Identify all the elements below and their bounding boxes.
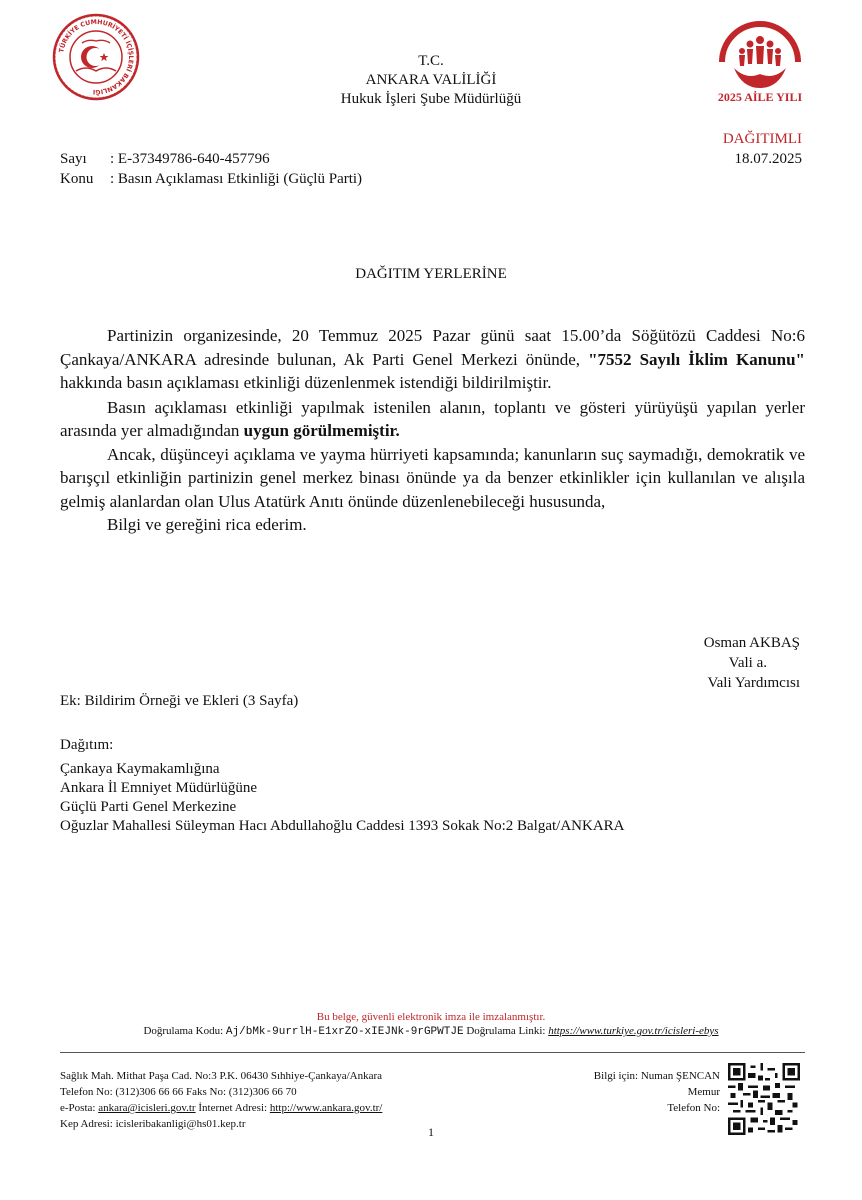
footer-web-link[interactable]: http://www.ankara.gov.tr/ (269, 1102, 383, 1114)
distribution-label: Dağıtım: (60, 737, 114, 753)
distribution-item: Çankaya Kaymakamlığına (60, 761, 220, 777)
footer-kep: Kep Adresi: icisleribakanligi@hs01.kep.tr (60, 1118, 246, 1130)
footer-info-contact: Bilgi için: Numan ŞENCAN (593, 1070, 720, 1082)
esign-note: Bu belge, güvenli elektronik imza ile imzalanmıştır. (316, 1011, 546, 1023)
distribution-list (60, 760, 625, 836)
page-number: 1 (428, 1125, 434, 1139)
footer-info-phone: Telefon No: (667, 1102, 720, 1114)
paragraph-1-bold: "7552 Sayılı İklim Kanunu" (588, 349, 805, 369)
letterhead (0, 52, 862, 109)
footer-contact (60, 1068, 382, 1132)
footer-info (560, 1068, 720, 1116)
letterhead-line-governorship: ANKARA VALİLİĞİ (365, 72, 497, 88)
paragraph-4: Bilgi ve gereğini rica ederim. (107, 515, 307, 534)
ministry-ring-text: TÜRKİYE CUMHURİYETİ İÇİŞLERİ BAKANLIĞI (58, 18, 135, 96)
signer-on-behalf: Vali a. (728, 655, 767, 671)
verification-code: Aj/bMk-9urrlH-E1xrZO-xIEJNk-9rGPWTJE (225, 1026, 464, 1038)
konu-value: : Basın Açıklaması Etkinliği (Güçlü Parti) (110, 171, 363, 187)
signer-name: Osman AKBAŞ (703, 635, 800, 651)
paragraph-2 (60, 396, 805, 443)
konu-label: Konu (60, 171, 94, 187)
verification-link[interactable]: https://www.turkiye.gov.tr/icisleri-ebys (548, 1025, 719, 1037)
konu-row (60, 171, 362, 188)
paragraph-2-bold: uygun görülmemiştir. (243, 421, 400, 440)
distribution-item: Oğuzlar Mahallesi Süleyman Hacı Abdullahoğlu Caddesi 1393 Sokak No:2 Balgat/ANKARA (60, 818, 625, 834)
signer-title: Vali Yardımcısı (707, 675, 800, 691)
footer-email-link[interactable]: ankara@icisleri.gov.tr (98, 1102, 196, 1114)
family-year-caption: 2025 AİLE YILI (717, 90, 803, 104)
footer-web-label: İnternet Adresi: (198, 1102, 268, 1114)
paragraph-1 (60, 324, 805, 395)
distribution-item: Ankara İl Emniyet Müdürlüğüne (60, 780, 258, 796)
paragraph-3: Ancak, düşünceyi açıklama ve yayma hürriyeti kapsamında; kanunların suç saymadığı, demokratik ve barışçıl etkinliğin partinizin genel merkez binası önünde ya da benzer etkinlikler için kullanılan ve alışıla gelmiş alanlardan olan Ulus Atatürk Anıtı önünde düzenlenebileceği hususunda, (60, 444, 805, 511)
letter-body (60, 324, 805, 537)
paragraph-1-text-a: Partinizin organizesinde, 20 Temmuz 2025 Pazar günü saat 15.00’da Söğütözü Caddesi No:6 Çankaya/ANKARA adresinde bulunan, Ak Parti Genel Merkezi önünde, (60, 326, 805, 369)
document-date: 18.07.2025 (734, 151, 802, 167)
sayi-row (60, 151, 270, 168)
footer-divider (60, 1052, 805, 1053)
verification-link-label: Doğrulama Linki: (466, 1025, 546, 1037)
verification-line (0, 1025, 862, 1038)
footer-address: Sağlık Mah. Mithat Paşa Cad. No:3 P.K. 06430 Sıhhiye-Çankaya/Ankara (60, 1070, 383, 1082)
footer-email-web (60, 1100, 382, 1116)
distribution-item: Güçlü Parti Genel Merkezine (60, 799, 237, 815)
letterhead-line-department: Hukuk İşleri Şube Müdürlüğü (340, 91, 522, 107)
footer-phone: Telefon No: (312)306 66 66 Faks No: (312)306 66 70 (60, 1086, 297, 1098)
distribution-heading: DAĞITIM YERLERİNE (355, 266, 507, 282)
footer-email-label: e-Posta: (60, 1102, 96, 1114)
signature-block (640, 633, 800, 693)
verification-code-label: Doğrulama Kodu: (143, 1025, 224, 1037)
letterhead-line-tc: T.C. (418, 53, 444, 69)
distribution-tag: DAĞITIMLI (722, 131, 802, 147)
attachment-note: Ek: Bildirim Örneği ve Ekleri (3 Sayfa) (60, 693, 299, 709)
sayi-value: : E-37349786-640-457796 (110, 151, 270, 167)
footer-info-role: Memur (687, 1086, 720, 1098)
paragraph-2-text: Basın açıklaması etkinliği yapılmak istenilen alanın, toplantı ve gösteri yürüyüşü yapılan yerler arasında yer almadığından (60, 397, 805, 440)
sayi-label: Sayı (60, 151, 87, 167)
paragraph-1-text-b: hakkında basın açıklaması etkinliği düzenlenmek istendiği bildirilmiştir. (60, 373, 552, 392)
